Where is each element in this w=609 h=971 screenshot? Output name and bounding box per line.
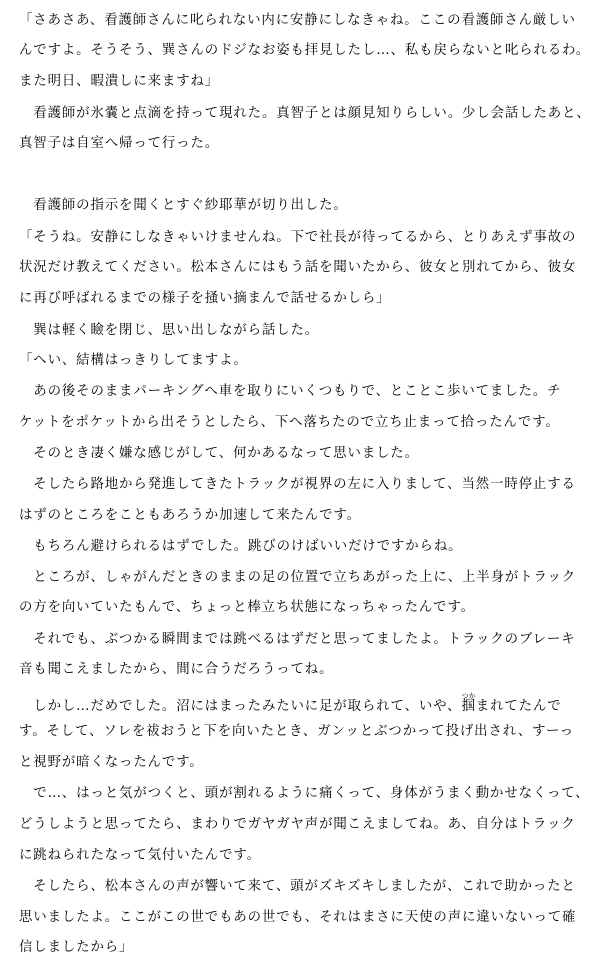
- ruby-base: 掴: [461, 699, 476, 714]
- text-line: 思いましたよ。ここがこの世でもあの世でも、それはまさに天使の声に違いないって確: [19, 910, 577, 925]
- text-line: 音も聞こえましたから、間に合うだろうってね。: [19, 662, 334, 677]
- ruby-line-before: しかし…だめでした。沼にはまったみたいに足が取られて、いや、: [19, 699, 462, 714]
- text-line: そのとき凄く嫌な感じがして、何かあるなって思いました。: [19, 446, 419, 461]
- text-line: 巽は軽く瞼を閉じ、思い出しながら話した。: [19, 323, 320, 338]
- text-line: また明日、暇潰しに来ますね」: [19, 74, 220, 89]
- text-line: 信しましたから」: [19, 940, 134, 955]
- text-line: す。そして、ソレを祓おうと下を向いたとき、ガンッとぶつかって投げ出され、すーっ: [19, 724, 575, 739]
- text-line: 「そうね。安静にしなきゃいけませんね。下で社長が待ってるから、とりあえず事故の: [19, 230, 577, 245]
- text-line: んですよ。そうそう、巽さんのドジなお姿も拝見したし…、私も戻らないと叱られるわ。: [19, 43, 591, 58]
- text-line: あの後そのままパーキングへ車を取りにいくつもりで、とことこ歩いてました。チ: [19, 384, 562, 399]
- text-line: そしたら、松本さんの声が響いて来て、頭がズキズキしましたが、これで助かったと: [19, 879, 576, 894]
- text-line: ところが、しゃがんだときのままの足の位置で立ちあがった上に、上半身がトラック: [19, 570, 577, 585]
- text-line: 看護師が氷嚢と点滴を持って現れた。真智子とは顔見知りらしい。少し会話したあと、: [19, 106, 591, 121]
- ruby-annotation: [461, 692, 476, 714]
- text-line: そしたら路地から発進してきたトラックが視界の左に入りまして、当然一時停止する: [19, 477, 576, 492]
- text-line: はずのところをこともあろうか加速して来たんです。: [19, 508, 361, 523]
- text-line: どうしようと思ってたら、まわりでガヤガヤ声が聞こえましてね。あ、自分はトラック: [19, 817, 576, 832]
- text-line: 「へい、結構はっきりしてますよ。: [19, 353, 248, 368]
- text-line: に再び呼ばれるまでの様子を掻い摘まんで話せるかしら」: [19, 291, 391, 306]
- text-line: 看護師の指示を聞くとすぐ紗耶華が切り出した。: [19, 198, 348, 213]
- text-line: に跳ねられたなって気付いたんです。: [19, 848, 261, 863]
- text-line-with-ruby: [19, 692, 593, 716]
- text-line: 状況だけ教えてください。松本さんにはもう話を聞いたから、彼女と別れてから、彼女: [19, 260, 577, 275]
- text-line: で…、はっと気がつくと、頭が割れるように痛くって、身体がうまく動かせなくって、: [19, 786, 590, 801]
- ruby-line-after: まれてたんで: [475, 699, 562, 714]
- ruby-reading: つか: [461, 692, 476, 700]
- text-line: もちろん避けられるはずでした。跳びのけばいいだけですからね。: [19, 539, 463, 554]
- text-line: 真智子は自室へ帰って行った。: [19, 136, 220, 151]
- text-line: の方を向いていたもんで、ちょっと棒立ち状態になっちゃったんです。: [19, 600, 475, 615]
- text-line: ケットをポケットから出そうとしたら、下へ落ちたので立ち止まって拾ったんです。: [19, 415, 560, 430]
- text-line: 「さあさあ、看護師さんに叱られない内に安静にしなきゃね。ここの看護師さん厳しい: [19, 13, 576, 28]
- text-line: と視野が暗くなったんです。: [19, 755, 204, 770]
- text-line: それでも、ぶつかる瞬間までは跳べるはずだと思ってましたよ。トラックのブレーキ: [19, 632, 576, 647]
